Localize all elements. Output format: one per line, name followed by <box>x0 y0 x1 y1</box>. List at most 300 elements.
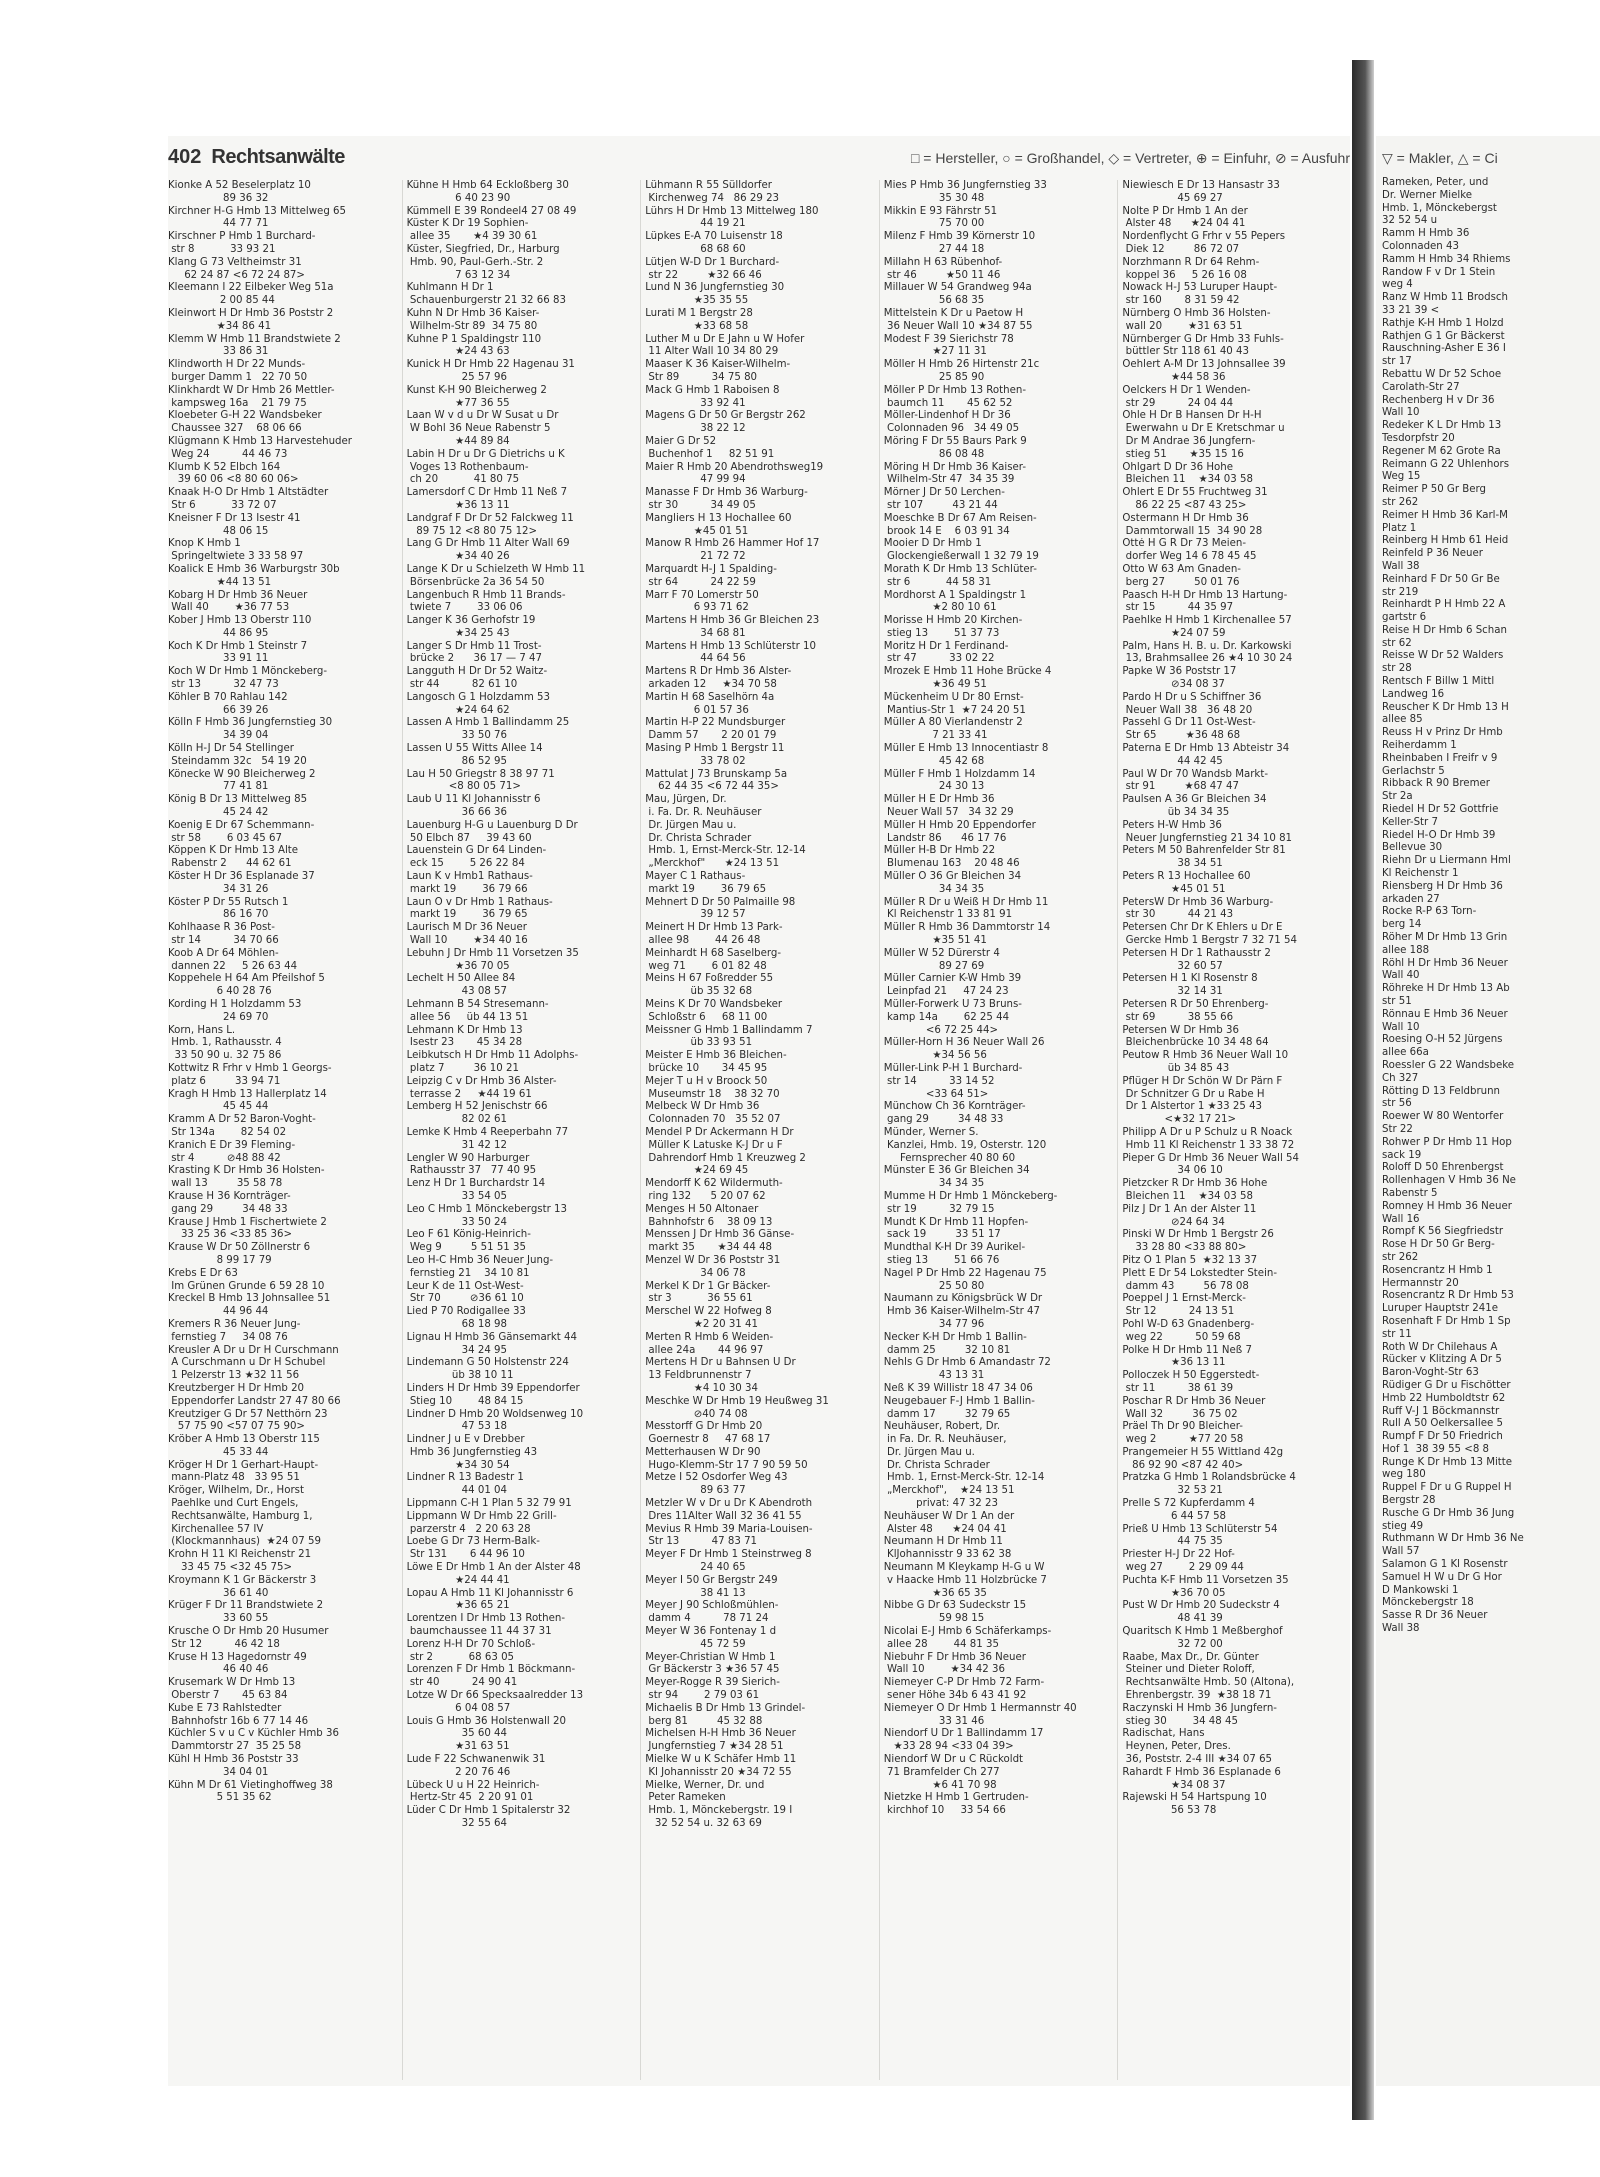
directory-entry-line: Lüder C Dr Hmb 1 Spitalerstr 32 <box>406 1805 571 1817</box>
directory-entry-line: üb 35 32 68 <box>645 986 753 998</box>
directory-entry-line: str 62 <box>1382 637 1412 649</box>
directory-entry-line: Kreutzberger H Dr Hmb 20 <box>168 1382 305 1394</box>
directory-entry-line: ★27 11 31 <box>883 346 987 358</box>
directory-entry-line: Roth W Dr Chilehaus A <box>1382 1341 1498 1353</box>
directory-entry-line: Meyer F Dr Hmb 1 Steinstrweg 8 <box>645 1549 812 1561</box>
directory-entry-line: ★35 51 41 <box>883 935 987 947</box>
directory-entry-line: Rosenhaft F Dr Hmb 1 Sp <box>1382 1315 1511 1327</box>
directory-entry-line: Lemke K Hmb 4 Reeperbahn 77 <box>406 1126 569 1138</box>
directory-entry-line: Kröber A Hmb 13 Oberstr 115 <box>168 1434 320 1446</box>
directory-entry-line: Loebe G Dr 73 Herm-Balk- <box>406 1536 540 1548</box>
directory-entry-line: Paasch H-H Dr Hmb 13 Hartung- <box>1122 589 1288 601</box>
directory-entry-line: 62 44 35 <6 72 44 35> <box>645 781 779 793</box>
directory-entry-line: ★36 49 51 <box>883 679 987 691</box>
directory-entry-line: Rosencrantz H Hmb 1 <box>1382 1264 1493 1276</box>
directory-entry-line: Nagel P Dr Hmb 22 Hagenau 75 <box>883 1267 1047 1279</box>
directory-entry-line: Peters R 13 Hochallee 60 <box>1122 871 1251 883</box>
directory-entry-line: Kranich E Dr 39 Fleming- <box>168 1139 296 1151</box>
directory-entry-line: Rüdiger G Dr u Fischötter <box>1382 1379 1511 1391</box>
directory-page <box>168 136 1350 2086</box>
directory-entry-line: Kording H 1 Holzdamm 53 <box>168 999 302 1010</box>
directory-entry-line: brook 14 E 6 03 91 34 <box>883 525 1010 537</box>
directory-entry-line: markt 19 36 79 65 <box>645 883 767 895</box>
directory-entry-line: Leo C Hmb 1 Mönckebergstr 13 <box>406 1203 567 1215</box>
directory-entry-line: Redeker K L Dr Hmb 13 <box>1382 420 1502 432</box>
directory-entry-line: ⊘24 64 34 <box>1122 1216 1225 1228</box>
directory-entry-line: Alster 48 ★24 04 41 <box>1122 218 1246 230</box>
directory-entry-line: Str 12 24 13 51 <box>1122 1306 1235 1318</box>
directory-entry-line: ★2 20 31 41 <box>645 1318 758 1330</box>
directory-entry-line: ★24 07 59 <box>1122 627 1226 639</box>
directory-entry-line: Koalick E Hmb 36 Warburgstr 30b <box>168 563 340 575</box>
directory-entry-line: berg 27 50 01 76 <box>1122 576 1240 588</box>
directory-entry-line: str 6 44 58 31 <box>883 576 992 588</box>
directory-entry-line: allee 24a 44 96 97 <box>645 1344 764 1356</box>
directory-entry-line: 36 66 36 <box>406 807 508 819</box>
directory-entry-line: Pardo H Dr u S Schiffner 36 <box>1122 691 1262 703</box>
directory-entry-line: Kirchenweg 74 86 29 23 <box>645 192 780 204</box>
directory-entry-line: Marr F 70 Lomerstr 50 <box>645 589 759 601</box>
directory-entry-line: Meschke W Dr Hmb 19 Heußweg 31 <box>645 1395 829 1407</box>
directory-entry-line: Lippmann C-H 1 Plan 5 32 79 91 <box>406 1498 572 1510</box>
directory-entry-line: Norzhmann R Dr 64 Rehm- <box>1122 256 1260 268</box>
directory-entry-line: str 262 <box>1382 496 1419 508</box>
directory-entry-line: Mrozek E Hmb 11 Hohe Brücke 4 <box>883 666 1052 678</box>
directory-entry-line: Langer S Dr Hmb 11 Trost- <box>406 640 542 652</box>
directory-entry-line: wall 20 ★31 63 51 <box>1122 320 1243 332</box>
directory-entry-line: str 46 ★50 11 46 <box>883 269 1001 281</box>
directory-entry-line: 33 45 75 <32 45 75> <box>168 1562 292 1574</box>
directory-entry-line: Kloebeter G-H 22 Wandsbeker <box>168 410 322 422</box>
directory-entry-line: Krüger F Dr 11 Brandstwiete 2 <box>168 1600 324 1612</box>
directory-entry-line: Möller-Lindenhof H Dr 36 <box>883 410 1011 422</box>
directory-entry-line: Nicolai E-J Hmb 6 Schäferkamps- <box>883 1626 1052 1638</box>
directory-entry-line: Puchta K-F Hmb 11 Vorsetzen 35 <box>1122 1574 1289 1586</box>
directory-entry-line: Kottwitz R Frhr v Hmb 1 Georgs- <box>168 1062 332 1074</box>
directory-entry-line: 1 Pelzerstr 13 ★32 11 56 <box>168 1370 300 1382</box>
directory-entry-line: Nietzke H Hmb 1 Gertruden- <box>883 1792 1029 1804</box>
next-page-legend: ▽ = Makler, △ = Ci <box>1382 150 1498 166</box>
directory-entry-line: Peutow R Hmb 36 Neuer Wall 10 <box>1122 1050 1289 1062</box>
directory-entry-line: Paehlke und Curt Engels, <box>168 1498 299 1510</box>
directory-entry-line: Knaak H-O Dr Hmb 1 Altstädter <box>168 487 329 499</box>
directory-entry-line: str 51 <box>1382 996 1412 1007</box>
directory-entry-line: Steindamm 32c 54 19 20 <box>168 755 307 767</box>
directory-entry-line: 6 40 23 90 <box>406 192 511 204</box>
directory-entry-line: Louis G Hmb 36 Holstenwall 20 <box>406 1715 566 1727</box>
directory-entry-line: 35 60 44 <box>406 1728 508 1740</box>
directory-entry-line: terrasse 2 ★44 19 61 <box>406 1088 532 1100</box>
directory-entry-line: Museumstr 18 38 32 70 <box>645 1088 780 1100</box>
directory-entry-line: Dr 1 Alstertor 1 ★33 25 43 <box>1122 1101 1263 1113</box>
directory-entry-line: Hmb. 1, Mönckebergstr. 19 I <box>645 1805 793 1817</box>
directory-entry-line: sack 19 <box>1382 1149 1422 1161</box>
directory-entry-line: 25 57 96 <box>406 371 508 383</box>
directory-entry-line: Chaussee 327 68 06 66 <box>168 423 302 435</box>
directory-entry-line: damm 43 56 78 08 <box>1122 1280 1249 1292</box>
directory-entry-line: Lude F 22 Schwanenwik 31 <box>406 1754 546 1766</box>
directory-entry-line: Möring F Dr 55 Baurs Park 9 <box>883 435 1027 447</box>
directory-entry-line: Rabenstr 2 44 62 61 <box>168 858 292 870</box>
directory-entry-line: 32 52 54 u. 32 63 69 <box>645 1818 762 1829</box>
directory-entry-line: 45 42 68 <box>883 755 985 767</box>
directory-entry-line: 34 68 81 <box>645 627 746 639</box>
directory-entry-line: Krause H 36 Kornträger- <box>168 1190 291 1202</box>
directory-entry-line: 24 69 70 <box>168 1011 269 1023</box>
directory-entry-line: Lenz H Dr 1 Burchardstr 14 <box>406 1178 546 1190</box>
directory-entry-line: Leinpfad 21 47 24 23 <box>883 986 1009 998</box>
directory-entry-line: Heynen, Peter, Dres. <box>1122 1741 1231 1753</box>
directory-entry-line: Hmb 36 Jungfernstieg 43 <box>406 1446 538 1458</box>
directory-entry-line: Röhreke H Dr Hmb 13 Ab <box>1382 983 1510 995</box>
directory-entry-line: Meins K Dr 70 Wandsbeker <box>645 999 783 1010</box>
directory-entry-line: Hmb 36 Kaiser-Wilhelm-Str 47 <box>883 1306 1040 1318</box>
directory-entry-line: 36 Neuer Wall 10 ★34 87 55 <box>883 320 1033 332</box>
directory-entry-line: str 40 24 90 41 <box>406 1677 518 1689</box>
directory-entry-line: stieg 13 51 66 76 <box>883 1254 1000 1266</box>
directory-entry-line: 89 27 69 <box>883 960 985 972</box>
directory-entry-line: Regener M 62 Grote Ra <box>1382 445 1501 457</box>
directory-entry-line: Str 131 6 44 96 10 <box>406 1549 525 1561</box>
directory-entry-line: Bahnhofstr 16b 6 77 14 46 <box>168 1715 309 1727</box>
directory-entry-line: Kroymann K 1 Gr Bäckerstr 3 <box>168 1574 317 1586</box>
directory-entry-line: Klemm W Hmb 11 Brandstwiete 2 <box>168 333 341 345</box>
directory-entry-line: allee 85 <box>1382 714 1423 726</box>
directory-entry-line: Weg 9 5 51 51 35 <box>406 1242 526 1254</box>
directory-entry-line: Lehmann B 54 Stresemann- <box>406 999 549 1010</box>
directory-entry-line: Hmb. 1, Rathausstr. 4 <box>168 1037 282 1049</box>
directory-entry-line: Pratzka G Hmb 1 Rolandsbrücke 4 <box>1122 1472 1296 1484</box>
directory-entry-line: Buchenhof 1 82 51 91 <box>645 448 775 460</box>
directory-entry-line: Metze I 52 Osdorfer Weg 43 <box>645 1472 788 1484</box>
directory-entry-line: Krohn H 11 Kl Reichenstr 21 <box>168 1549 312 1561</box>
directory-entry-line: Keller-Str 7 <box>1382 816 1438 828</box>
directory-entry-line: 44 42 45 <box>1122 755 1223 767</box>
directory-entry-line: Kröger H Dr 1 Gerhart-Haupt- <box>168 1459 319 1471</box>
directory-entry-line: Ostermann H Dr Hmb 36 <box>1122 512 1249 524</box>
directory-entry-line: Leo F 61 König-Heinrich- <box>406 1229 531 1241</box>
directory-entry-line: 33 21 39 < <box>1382 304 1440 316</box>
directory-entry-line: ★33 68 58 <box>645 320 749 332</box>
directory-entry-line: Samuel H W u Dr G Hor <box>1382 1571 1502 1583</box>
directory-entry-line: ★44 89 84 <box>406 435 510 447</box>
directory-entry-line: Kröger, Wilhelm, Dr., Horst <box>168 1485 304 1497</box>
directory-entry-line: Polke H Dr Hmb 11 Neß 7 <box>1122 1344 1252 1356</box>
directory-entry-line: 6 40 28 76 <box>168 986 272 998</box>
directory-entry-line: Lamersdorf C Dr Hmb 11 Neß 7 <box>406 487 568 499</box>
directory-entry-line: Philipp A Dr u P Schulz u R Noack <box>1122 1126 1293 1138</box>
directory-entry-line: 6 01 57 36 <box>645 704 749 716</box>
directory-entry-line: str 94 2 79 03 61 <box>645 1690 760 1702</box>
directory-entry-line: mann-Platz 48 33 95 51 <box>168 1472 300 1484</box>
directory-entry-line: Roewer W 80 Wentorfer <box>1382 1111 1504 1123</box>
directory-entry-line: Pilz J Dr 1 An der Alster 11 <box>1122 1203 1257 1215</box>
directory-entry-line: <6 72 25 44> <box>883 1024 999 1036</box>
directory-entry-line: Kleemann I 22 Eilbeker Weg 51a <box>168 282 334 294</box>
directory-entry-line: ★34 25 43 <box>406 627 510 639</box>
directory-entry-line: Voges 13 Rothenbaum- <box>406 461 529 473</box>
directory-entry-line: Müller R Hmb 36 Dammtorstr 14 <box>883 922 1051 934</box>
directory-entry-line: Otté H G R Dr 73 Meien- <box>1122 538 1246 550</box>
directory-entry-line: str 11 38 61 39 <box>1122 1382 1234 1394</box>
directory-entry-line: 50 Elbch 87 39 43 60 <box>406 832 532 844</box>
directory-entry-line: arkaden 12 ★34 70 58 <box>645 679 777 691</box>
directory-entry-line: berg 81 45 32 88 <box>645 1715 763 1727</box>
directory-entry-line: 32 14 31 <box>1122 986 1223 998</box>
directory-entry-line: Wall 32 36 75 02 <box>1122 1408 1238 1420</box>
directory-entry-line: Krusche O Dr Hmb 20 Husumer <box>168 1626 329 1638</box>
directory-entry-line: 82 02 61 <box>406 1114 508 1126</box>
directory-entry-line: Röher M Dr Hmb 13 Grin <box>1382 932 1508 944</box>
directory-entry-line: Poeppel J 1 Ernst-Merck- <box>1122 1293 1246 1305</box>
directory-entry-line: Kölln H-J Dr 54 Stellinger <box>168 743 294 755</box>
directory-entry-line: Dr. Jürgen Mau u. <box>883 1446 975 1458</box>
directory-entry-line: Weg 24 44 46 73 <box>168 448 288 460</box>
directory-entry-line: Leibkutsch H Dr Hmb 11 Adolphs- <box>406 1050 579 1062</box>
directory-entry-line: 45 45 44 <box>168 1101 269 1113</box>
directory-entry-line: Reimann G 22 Uhlenhors <box>1382 458 1510 470</box>
directory-entry-line: Maier R Hmb 20 Abendrothsweg19 <box>645 461 824 473</box>
directory-entry-line: ★31 63 51 <box>406 1741 510 1753</box>
directory-entry-line: damm 4 78 71 24 <box>645 1613 769 1625</box>
directory-entry-line: Rathausstr 37 77 40 95 <box>406 1165 537 1177</box>
directory-entry-line: gartstr 6 <box>1382 612 1427 624</box>
directory-entry-line: Klinkhardt W Dr Hmb 26 Mettler- <box>168 384 335 396</box>
directory-entry-line: Mangliers H 13 Hochallee 60 <box>645 512 792 524</box>
directory-entry-line: Präel Th Dr 90 Bleicher- <box>1122 1421 1243 1433</box>
directory-entry-line: Kümmell E 39 Rondeel4 27 08 49 <box>406 205 577 217</box>
directory-entry-line: Rücker v Klitzing A Dr 5 <box>1382 1354 1502 1366</box>
directory-entry-line: 44 77 71 <box>168 218 269 230</box>
directory-entry-line: Müller-Horn H 36 Neuer Wall 26 <box>883 1037 1045 1049</box>
directory-entry-line: Wilhelm-Str 47 34 35 39 <box>883 474 1015 486</box>
directory-entry-line: Merkel K Dr 1 Gr Bäcker- <box>645 1280 771 1292</box>
directory-entry-line: Mundthal K-H Dr 39 Aurikel- <box>883 1242 1026 1254</box>
directory-entry-line: Lund N 36 Jungfernstieg 30 <box>645 282 785 294</box>
directory-entry-line: Lang G Dr Hmb 11 Alter Wall 69 <box>406 538 570 550</box>
directory-entry-line: Str 6 33 72 07 <box>168 499 277 511</box>
directory-entry-line: 32 60 57 <box>1122 960 1223 972</box>
directory-entry-line: ★34 56 56 <box>883 1050 987 1062</box>
directory-entry-line: Reinberg H Hmb 61 Heid <box>1382 535 1509 547</box>
directory-entry-line: Jungfernstieg 7 ★34 28 51 <box>645 1741 784 1753</box>
directory-entry-line: Dres 11Alter Wall 32 36 41 55 <box>645 1510 802 1522</box>
directory-entry-line: Maaser K 36 Kaiser-Wilhelm- <box>645 359 791 371</box>
directory-entry-line: Runge K Dr Hmb 13 Mitte <box>1382 1456 1513 1468</box>
directory-entry-line: 68 68 60 <box>645 243 746 255</box>
directory-entry-line: 6 44 57 58 <box>1122 1510 1227 1522</box>
directory-entry-line: Kober J Hmb 13 Oberstr 110 <box>168 615 312 627</box>
directory-entry-line: ★45 01 51 <box>645 525 749 537</box>
directory-entry-line: ★24 69 45 <box>645 1165 749 1177</box>
directory-entry-line: Krusemark W Dr Hmb 13 <box>168 1677 296 1689</box>
directory-entry-line: 2 20 76 46 <box>406 1766 511 1778</box>
directory-entry-line: A Curschmann u Dr H Schubel <box>168 1357 326 1369</box>
directory-entry-line: str 91 ★68 47 47 <box>1122 781 1239 793</box>
directory-entry-line: Leipzig C v Dr Hmb 36 Alster- <box>406 1075 557 1087</box>
directory-entry-line: Lüpkes E-A 70 Luisenstr 18 <box>645 231 783 243</box>
directory-entry-line: Meissner G Hmb 1 Ballindamm 7 <box>645 1024 813 1036</box>
directory-entry-line: 59 98 15 <box>883 1613 985 1625</box>
directory-entry-line: Bleichen 11 ★34 03 58 <box>1122 1190 1253 1202</box>
directory-entry-line: ★34 08 37 <box>1122 1779 1226 1791</box>
directory-entry-line: Michelsen H-H Hmb 36 Neuer <box>645 1728 796 1740</box>
directory-entry-line: Klügmann K Hmb 13 Harvestehuder <box>168 435 352 447</box>
directory-entry-line: Klang G 73 Veltheimstr 31 <box>168 256 302 268</box>
directory-entry-line: Nürnberger G Dr Hmb 33 Fuhls- <box>1122 333 1284 345</box>
directory-entry-line: Palm, Hans H. B. u. Dr. Karkowski <box>1122 640 1292 652</box>
directory-entry-line: Mattulat J 73 Brunskamp 5a <box>645 768 788 780</box>
directory-entry-line: Krause J Hmb 1 Fischertwiete 2 <box>168 1216 327 1228</box>
directory-entry-line: Lindemann G 50 Holstenstr 224 <box>406 1357 569 1369</box>
directory-entry-line: Meyer W 36 Fontenay 1 d <box>645 1626 777 1638</box>
directory-entry-line: Kramm A Dr 52 Baron-Voght- <box>168 1114 316 1126</box>
directory-entry-line: Langosch G 1 Holzdamm 53 <box>406 691 550 703</box>
directory-entry-line: Lorenzen F Dr Hmb 1 Böckmann- <box>406 1664 576 1676</box>
directory-entry-line: Meyer-Christian W Hmb 1 <box>645 1651 776 1663</box>
directory-entry-line: 7 21 33 41 <box>883 730 988 742</box>
directory-entry-line: ★36 70 05 <box>1122 1587 1226 1599</box>
directory-entry-line: Kobarg H Dr Hmb 36 Neuer <box>168 589 308 601</box>
directory-entry-line: Oelckers H Dr 1 Wenden- <box>1122 384 1251 396</box>
directory-entry-line: Kunst K-H 90 Bleicherweg 2 <box>406 384 547 396</box>
directory-entry-line: 39 60 06 <8 80 60 06> <box>168 474 299 486</box>
column-5 <box>1117 180 1350 2080</box>
directory-entry-line: Mantius-Str 1 ★7 24 20 51 <box>883 704 1026 716</box>
directory-entry-line: eck 15 5 26 22 84 <box>406 858 525 870</box>
directory-entry-line: str 19 32 79 15 <box>883 1203 995 1215</box>
directory-entry-line: Reimer H Hmb 36 Karl-M <box>1382 509 1508 521</box>
directory-entry-line: 6 04 08 57 <box>406 1702 511 1714</box>
directory-entry-line: Koenig E Dr 67 Schemmann- <box>168 819 315 831</box>
directory-entry-line: 34 34 35 <box>883 883 985 895</box>
directory-entry-line: Kuhne P 1 Spaldingstr 110 <box>406 333 542 345</box>
directory-entry-line: Mejer T u H v Broock 50 <box>645 1075 768 1087</box>
directory-entry-line: Rollenhagen V Hmb 36 Ne <box>1382 1175 1516 1187</box>
directory-entry-line: 32 72 00 <box>1122 1638 1223 1650</box>
directory-entry-line: stieg 49 <box>1382 1520 1424 1532</box>
directory-entry-line: 7 63 12 34 <box>406 269 511 281</box>
directory-entry-line: Rocke R-P 63 Torn- <box>1382 906 1477 918</box>
directory-entry-line: ★6 41 70 98 <box>883 1779 997 1791</box>
directory-entry-line: <33 64 51> <box>883 1088 989 1100</box>
directory-entry-line: Kremers R 36 Neuer Jung- <box>168 1318 301 1330</box>
directory-entry-line: Neuer Jungfernstieg 21 34 10 81 <box>1122 832 1293 844</box>
directory-entry-line: Krasting K Dr Hmb 36 Holsten- <box>168 1165 325 1177</box>
directory-entry-line: Niendorf U Dr 1 Ballindamm 17 <box>883 1728 1044 1740</box>
directory-entry-line: Nordenflycht G Frhr v 55 Pepers <box>1122 231 1286 243</box>
directory-entry-line: Wall 10 <box>1382 1021 1420 1033</box>
directory-entry-line: Landgraf F Dr Dr 52 Falckweg 11 <box>406 512 574 524</box>
directory-entry-line: gang 29 34 48 33 <box>168 1203 288 1215</box>
directory-entry-line: 32 52 54 u <box>1382 215 1438 227</box>
directory-entry-line: üb 33 93 51 <box>645 1037 753 1049</box>
directory-entry-line: platz 6 33 94 71 <box>168 1075 281 1087</box>
directory-entry-line: Lassen A Hmb 1 Ballindamm 25 <box>406 717 570 729</box>
directory-entry-line: Leo H-C Hmb 36 Neuer Jung- <box>406 1254 554 1266</box>
directory-entry-line: Wall 40 ★36 77 53 <box>168 602 290 614</box>
directory-entry-line: Blumenau 163 20 48 46 <box>883 858 1020 870</box>
directory-entry-line: ★24 44 41 <box>406 1574 510 1586</box>
directory-entry-line: Merten R Hmb 6 Weiden- <box>645 1331 774 1343</box>
directory-entry-line: Petersen H Dr 1 Rathausstr 2 <box>1122 947 1271 959</box>
directory-entry-line: 43 08 57 <box>406 986 508 998</box>
directory-entry-line: 33 78 02 <box>645 755 746 767</box>
directory-entry-line: i. Fa. Dr. R. Neuhäuser <box>645 807 762 819</box>
symbol-legend: □ = Hersteller, ○ = Großhandel, ◇ = Vertreter, ⊕ = Einfuhr, ⊘ = Ausfuhr <box>910 150 1350 166</box>
directory-entry-line: Rohwer P Dr Hmb 11 Hop <box>1382 1136 1512 1148</box>
directory-entry-line: <8 80 05 71> <box>406 781 521 793</box>
directory-entry-line: Neugebauer F-J Hmb 1 Ballin- <box>883 1395 1035 1407</box>
directory-entry-line: 47 99 94 <box>645 474 746 486</box>
directory-entry-line: Kleinwort H Dr Hmb 36 Poststr 2 <box>168 307 334 319</box>
directory-entry-line: Peters H-W Hmb 36 <box>1122 819 1222 831</box>
directory-entry-line: str 262 <box>1382 1251 1419 1263</box>
directory-entry-line: 39 12 57 <box>645 909 746 921</box>
directory-entry-line: dannen 22 5 26 63 44 <box>168 960 298 972</box>
directory-entry-line: Polloczek H 50 Eggerstedt- <box>1122 1370 1260 1382</box>
directory-entry-line: dorfer Weg 14 6 78 45 45 <box>1122 551 1257 563</box>
directory-entry-line: 38 34 51 <box>1122 858 1223 870</box>
directory-entry-line: Müller E Hmb 13 Innocentiastr 8 <box>883 743 1049 755</box>
directory-entry-line: Marquardt H-J 1 Spalding- <box>645 563 777 575</box>
directory-entry-line: Quaritsch K Hmb 1 Meßberghof <box>1122 1626 1283 1638</box>
directory-entry-line: parzerstr 4 2 20 63 28 <box>406 1523 531 1535</box>
directory-entry-line: Wall 16 <box>1382 1213 1420 1225</box>
directory-entry-line: Priester H-J Dr 22 Hof- <box>1122 1549 1235 1561</box>
directory-entry-line: str 64 24 22 59 <box>645 576 756 588</box>
directory-entry-line: str 29 24 04 44 <box>1122 397 1234 409</box>
directory-entry-line: str 44 82 61 10 <box>406 679 518 691</box>
directory-entry-line: Hmb. 1, Ernst-Merck-Str. 12-14 <box>645 845 806 857</box>
directory-entry-line: Meyer I 50 Gr Bergstr 249 <box>645 1574 778 1586</box>
directory-entry-line: Mau, Jürgen, Dr. <box>645 794 727 806</box>
directory-entry-line: Rönnau E Hmb 36 Neuer <box>1382 1008 1508 1020</box>
directory-entry-line: Passehl G Dr 11 Ost-West- <box>1122 717 1256 729</box>
directory-entry-line: wall 13 35 58 78 <box>168 1178 283 1190</box>
directory-entry-line: Neuhäuser, Robert, Dr. <box>883 1421 1001 1433</box>
directory-entry-line: Naumann zu Königsbrück W Dr <box>883 1293 1043 1305</box>
directory-entry-line: Hmb. 90, Paul-Gerh.-Str. 2 <box>406 256 544 268</box>
directory-entry-line: Radischat, Hans <box>1122 1728 1205 1740</box>
directory-entry-line: 38 41 13 <box>645 1587 746 1599</box>
directory-entry-line: ★34 86 41 <box>168 320 272 332</box>
directory-entry-line: 86 92 90 <87 42 40> <box>1122 1459 1244 1471</box>
directory-entry-line: Prelle S 72 Kupferdamm 4 <box>1122 1498 1255 1510</box>
directory-entry-line: 57 75 90 <57 07 75 90> <box>168 1421 305 1433</box>
directory-entry-line: Rahardt F Hmb 36 Esplanade 6 <box>1122 1766 1281 1778</box>
directory-entry-line: Lechelt H 50 Allee 84 <box>406 973 516 985</box>
directory-entry-line: 34 24 95 <box>406 1344 508 1356</box>
directory-entry-line: <★32 17 21> <box>1122 1114 1237 1126</box>
directory-entry-line: 33 86 31 <box>168 346 269 358</box>
directory-entry-line: Raabe, Max Dr., Dr. Günter <box>1122 1651 1259 1663</box>
directory-entry-line: Langenbuch R Hmb 11 Brands- <box>406 589 566 601</box>
directory-entry-line: Rose H Dr 50 Gr Berg- <box>1382 1239 1495 1251</box>
directory-entry-line: Lopau A Hmb 11 Kl Johannisstr 6 <box>406 1587 574 1599</box>
directory-entry-line: 46 40 46 <box>168 1664 269 1676</box>
directory-entry-line: Lau H 50 Griegstr 8 38 97 71 <box>406 768 555 780</box>
directory-entry-line: Labin H Dr u Dr G Dietrichs u K <box>406 448 565 460</box>
directory-entry-line: Lippmann W Dr Hmb 22 Grill- <box>406 1510 557 1522</box>
directory-entry-line: 33 50 24 <box>406 1216 508 1228</box>
directory-entry-line: 89 75 12 <8 80 75 12> <box>406 525 538 537</box>
directory-entry-line: Reuss H v Prinz Dr Hmb <box>1382 727 1503 739</box>
directory-entry-line: Gerlachstr 5 <box>1382 765 1445 777</box>
directory-entry-line: Niendorf W Dr u C Rückoldt <box>883 1754 1024 1766</box>
directory-entry-line: Poschar R Dr Hmb 36 Neuer <box>1122 1395 1266 1407</box>
directory-entry-line: Kragh H Hmb 13 Hallerplatz 14 <box>168 1088 327 1100</box>
